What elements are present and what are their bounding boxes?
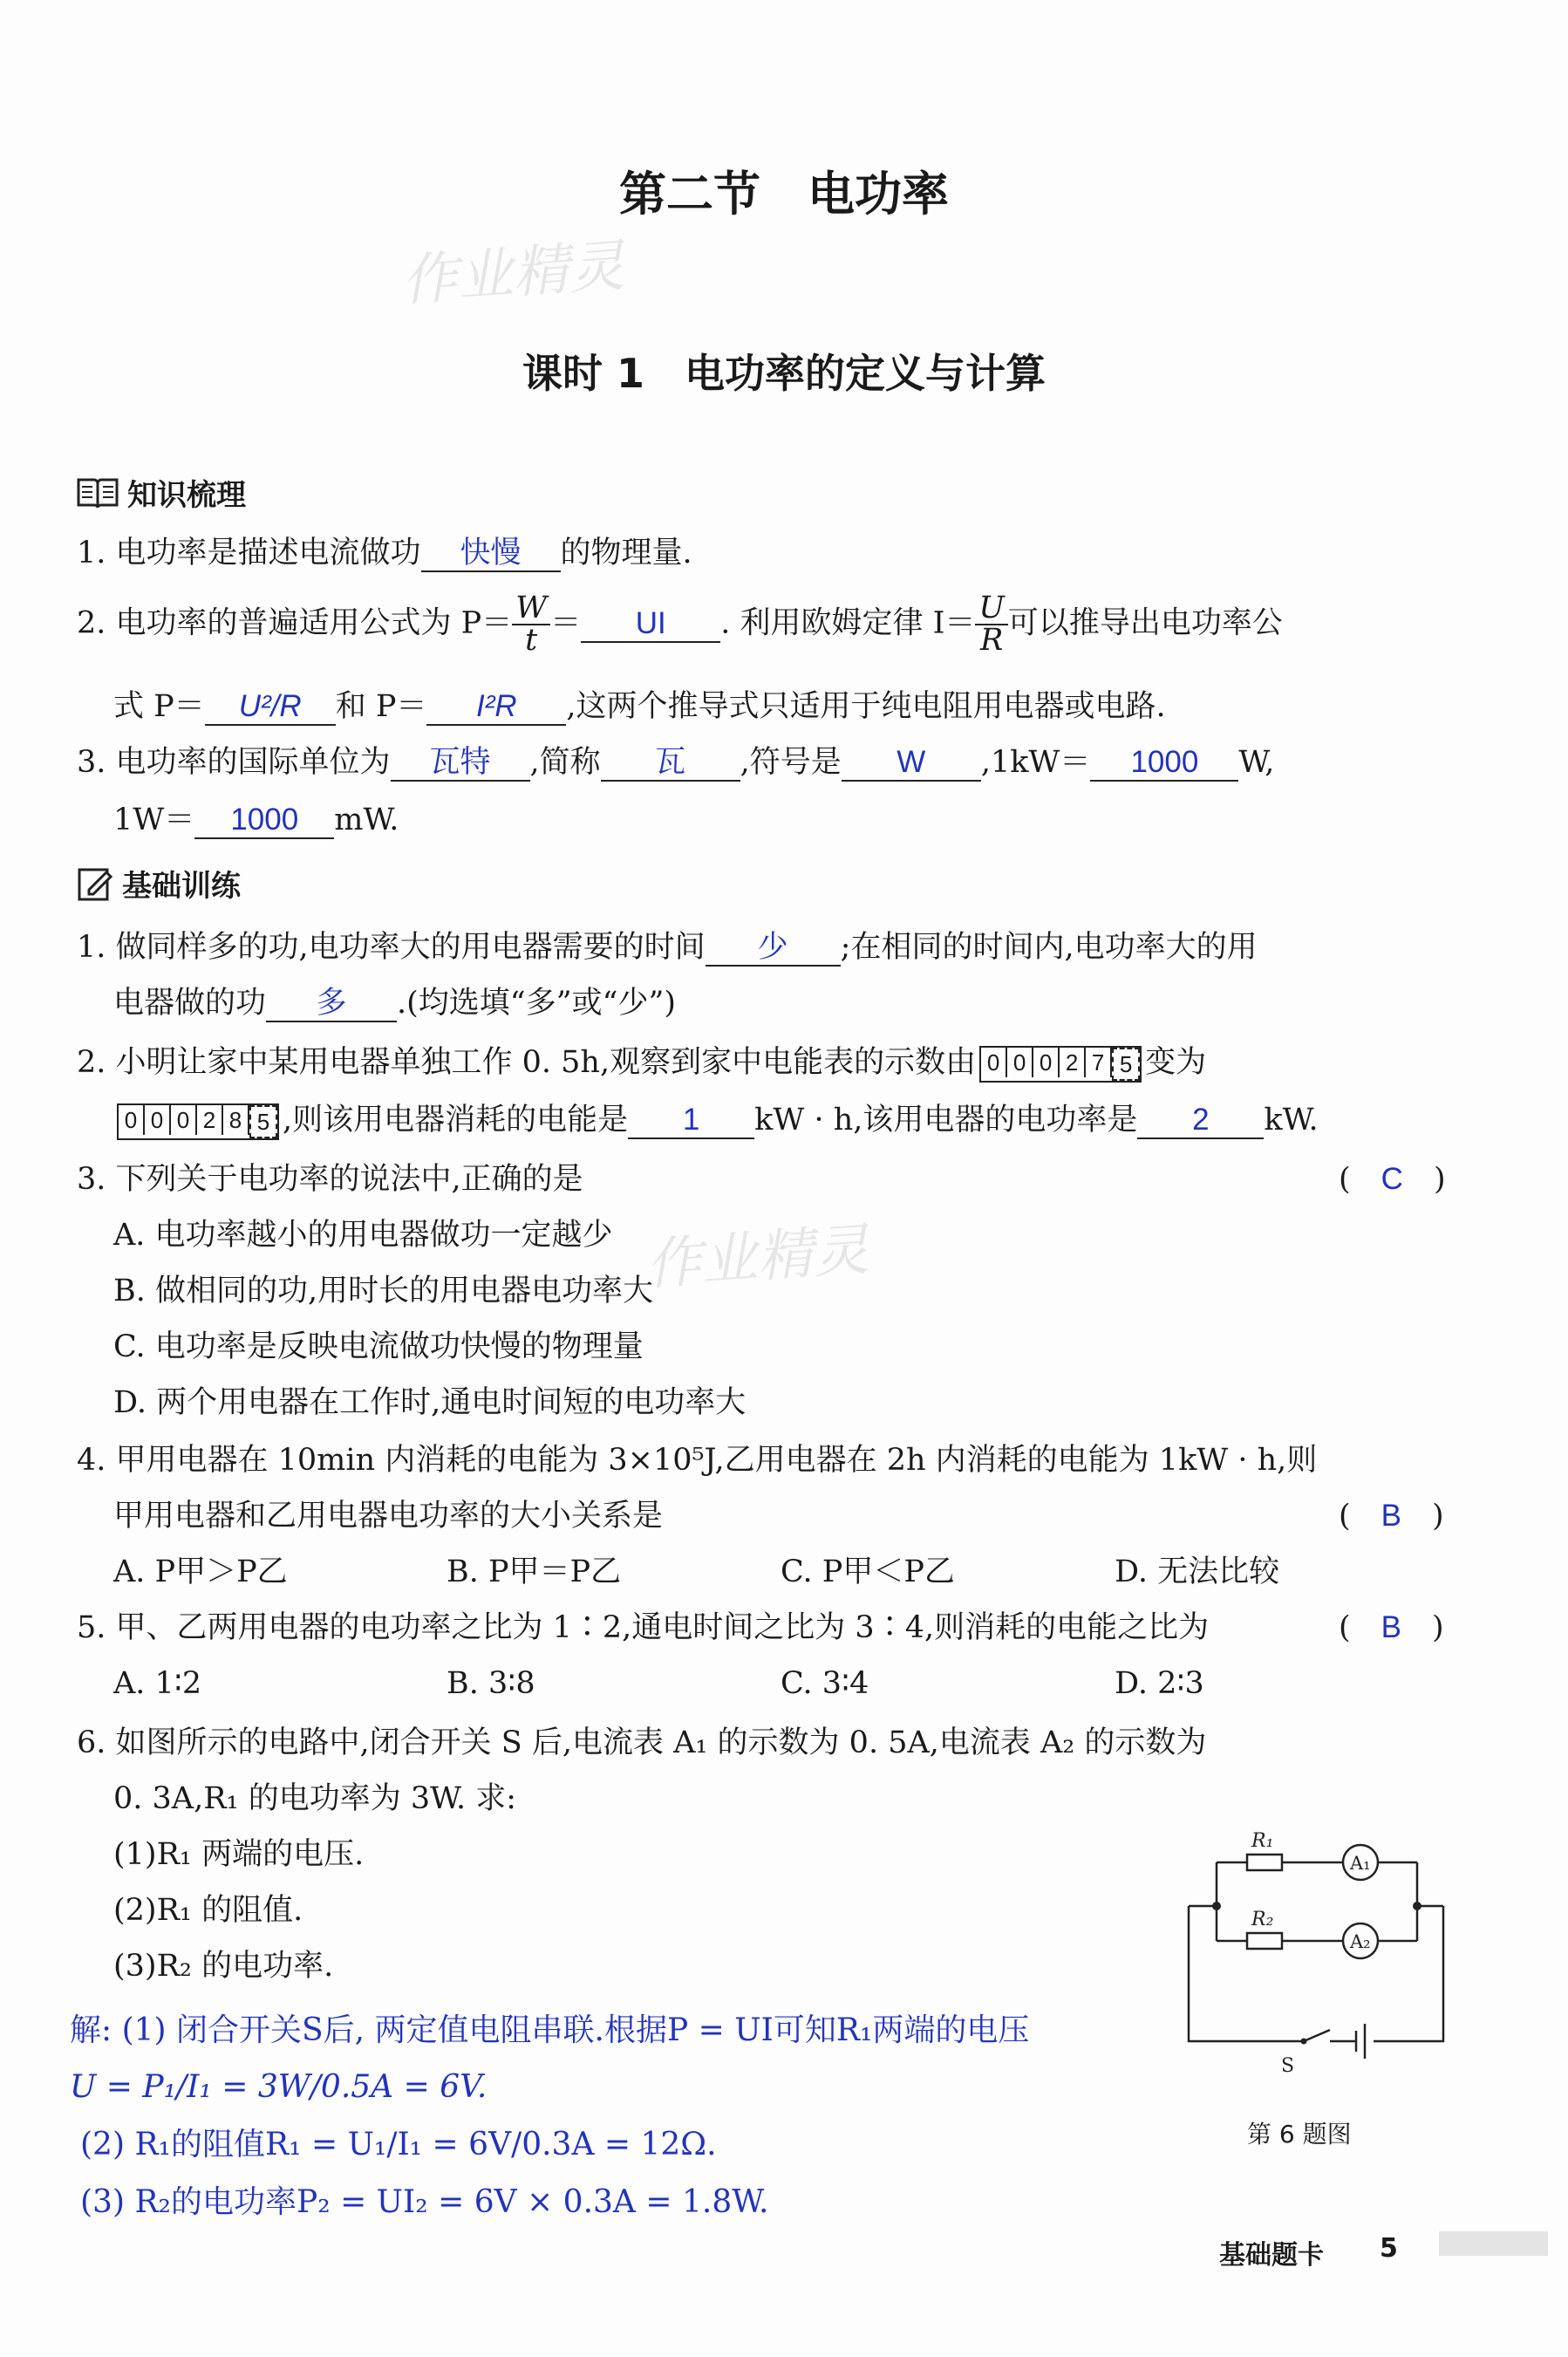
k2b: 式 P＝ U²/R 和 P＝ I²R ,这两个推导式只适用于纯电阻用电器或电路. [113,689,1166,724]
solution-line4: (3) R₂的电功率P₂ = UI₂ = 6V × 0.3A = 1.8W. [80,2184,769,2220]
q4-stem2: 甲用电器和乙用电器电功率的大小关系是 [113,1499,664,1534]
q3-option-c: C. 电功率是反映电流做功快慢的物理量 [113,1329,644,1364]
book-icon [77,476,119,509]
k2b-answer2: I²R [476,689,517,723]
q3-option-d: D. 两个用电器在工作时,通电时间短的电功率大 [113,1385,747,1420]
q6-line1: 6. 如图所示的电路中,闭合开关 S 后,电流表 A₁ 的示数为 0. 5A,电流表 A₂ 的示数为 [77,1725,1207,1760]
figure-caption: 第 6 题图 [1247,2120,1352,2149]
lesson-title: 课时 1 电功率的定义与计算 [522,350,1046,397]
page-title: 第二节 电功率 [619,167,949,222]
q4-option-b: B. P甲＝P乙 [447,1554,622,1589]
q5-option-c: C. 3∶4 [781,1666,869,1701]
solution-line1: 解: (1) 闭合开关S后, 两定值电阻串联.根据P = UI可知R₁两端的电压 [70,2012,1030,2048]
k2: 2. 电功率的普遍适用公式为 P＝ $\frac{W}{t}$ ＝ UI . 利用欧姆定律 I＝ $\frac{U}{R}$ 可以推导出电功率公 [77,591,1283,658]
ammeter-a2: A₂ [1350,1931,1371,1952]
section-knowledge [77,471,246,514]
q4-option-a: A. P甲＞P乙 [113,1554,288,1589]
q6-part3: (3)R₂ 的电功率. [113,1949,334,1984]
q4-option-d: D. 无法比较 [1115,1554,1280,1589]
section-training-label: 基础训练 [122,869,241,904]
solution-line2: U = P₁/I₁ = 3W/0.5A = 6V. [70,2069,487,2105]
k2b-answer1: U²/R [238,689,302,723]
solution-line3: (2) R₁的阻值R₁ = U₁/I₁ = 6V/0.3A = 12Ω. [80,2127,717,2162]
q4-stem: 4. 甲用电器在 10min 内消耗的电能为 3×10⁵J,乙用电器在 2h 内消耗的电能为 1kW · h,则 [77,1443,1318,1478]
q1-line2: 电器做的功 多 .(均选填“多”或“少”) [113,986,677,1021]
q5-option-d: D. 2∶3 [1115,1666,1204,1701]
section-training [77,862,241,905]
meter-reading-before: 0 0 0 2 7 5 [979,1046,1142,1083]
watermark-2: 作业精灵 [644,1218,871,1298]
page-number: 5 [1380,2233,1398,2264]
q5-option-a: A. 1∶2 [113,1666,202,1701]
q5-stem: 5. 甲、乙两用电器的电功率之比为 1∶2,通电时间之比为 3∶4,则消耗的电能之比为 [77,1610,1210,1645]
q5-bracket: ( B ) [1339,1610,1444,1645]
footer-label: 基础题卡 [1219,2240,1324,2271]
circuit-diagram [1182,1828,1452,2089]
k3b: 1W＝ 1000 mW. [113,803,399,837]
label-r1: R₁ [1251,1830,1274,1852]
watermark: 作业精灵 [399,234,627,314]
footer-bar [1439,2231,1548,2256]
section-knowledge-label: 知识梳理 [127,478,246,513]
q3-stem: 3. 下列关于电功率的说法中,正确的是 [77,1162,583,1197]
q3-option-b: B. 做相同的功,用时长的用电器电功率大 [113,1274,654,1308]
k1-answer: 快慢 [460,536,522,570]
q1: 1. 做同样多的功,电功率大的用电器需要的时间 少 ;在相同的时间内,电功率大的用 [77,930,1258,965]
q2: 2. 小明让家中某用电器单独工作 0. 5h,观察到家中电能表的示数由 0 0 0 2 7 5 变为 [77,1043,1206,1083]
q4-bracket: ( B ) [1339,1499,1444,1534]
k2-answer: UI [635,605,666,640]
q4-option-c: C. P甲＜P乙 [781,1554,955,1589]
q2-line2: 0 0 0 2 8 5 ,则该用电器消耗的电能是 1 kW · h,该用电器的电功率是 2 kW. [113,1101,1319,1140]
k1: 1. 电功率是描述电流做功 快慢 的物理量. [77,536,692,570]
meter-reading-after: 0 0 0 2 8 5 [117,1103,279,1140]
label-switch: S [1281,2055,1295,2077]
q6-part2: (2)R₁ 的阻值. [113,1893,303,1928]
q3-option-a: A. 电功率越小的用电器做功一定越少 [113,1218,613,1253]
q6-line2: 0. 3A,R₁ 的电功率为 3W. 求: [113,1781,516,1816]
ammeter-a1: A₁ [1350,1853,1371,1874]
pencil-icon [77,865,113,902]
q5-option-b: B. 3∶8 [447,1666,535,1701]
label-r2: R₂ [1251,1909,1274,1930]
q6-part1: (1)R₁ 两端的电压. [113,1837,365,1872]
q3-bracket: ( C ) [1339,1162,1446,1197]
k3: 3. 电功率的国际单位为 瓦特 ,简称 瓦 ,符号是 W ,1kW＝ 1000 W, [77,745,1275,780]
